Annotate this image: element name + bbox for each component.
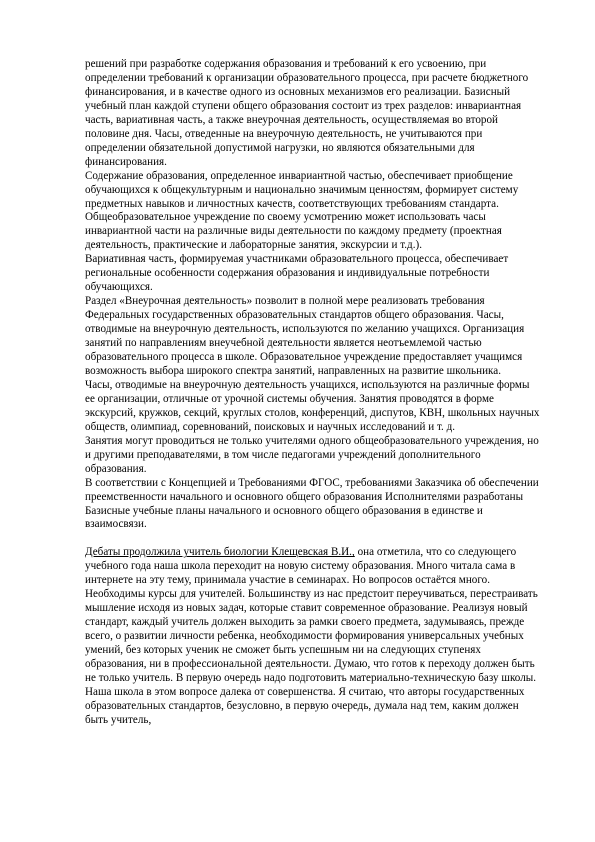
paragraph-teachers: Занятия могут проводиться не только учителями одного общеобразовательного учреждения, но и другими преподавателями, в том числе педагогами учреждений дополнительного образования. bbox=[85, 434, 539, 475]
paragraph-extracurricular-section: Раздел «Внеурочная деятельность» позволит в полной мере реализовать требования Федеральных государственных образовательных стандартов общего образования. Часы, отводимые на внеурочную деятельность, используются по желанию учащихся. Организация занятий по направлениям внеучебной деятельности является неотъемлемой частью образовательного процесса в школе. Образовательное учреждение предоставляет учащимся возможность выбора широкого спектра занятий, направленных на развитие школьника. bbox=[85, 295, 525, 377]
paragraph-debate bbox=[85, 546, 540, 727]
paragraph-spacer bbox=[85, 532, 540, 546]
paragraph-curriculum-structure: решений при разработке содержания образования и требований к его усвоению, при определении требований к организации образовательного процесса, при расчете бюджетного финансирования, и в качестве одного из основных механизмов его реализации. Базисный учебный план каждой ступени общего образования состоит из трех разделов: инвариантная часть, вариативная часть, а также внеурочная деятельность, осуществляемая во второй половине дня. Часы, отведенные на внеурочную деятельность, не учитываются при определении обязательной допустимой нагрузки, но являются обязательными для финансирования. bbox=[85, 58, 529, 168]
document-body bbox=[85, 58, 540, 728]
debate-speaker-intro: Дебаты продолжила учитель биологии Клещевская В.И., bbox=[85, 546, 355, 559]
paragraph-variable-part: Вариативная часть, формируемая участниками образовательного процесса, обеспечивает региональные особенности содержания образования и индивидуальные потребности обучающихся. bbox=[85, 253, 509, 294]
paragraph-fgos-concept: В соответствии с Концепцией и Требованиями ФГОС, требованиями Заказчика об обеспечении преемственности начального и основного общего образования Исполнителями разработаны Базисные учебные планы начального и основного общего образования в единстве и взаимосвязи. bbox=[85, 476, 539, 531]
paragraph-extracurricular-forms: Часы, отводимые на внеурочную деятельность учащихся, используются на различные формы ее организации, отличные от урочной системы обучения. Занятия проводятся в форме экскурсий, кружков, секций, круглых столов, конференций, диспутов, КВН, школьных научных обществ, олимпиад, соревнований, поисковых и научных исследований и т. д. bbox=[85, 378, 540, 433]
paragraph-invariant-part: Содержание образования, определенное инвариантной частью, обеспечивает приобщение обучающихся к общекультурным и национально значимым ценностям, формирует систему предметных навыков и личностных качеств, соответствующих требованиям стандарта. Общеобразовательное учреждение по своему усмотрению может использовать часы инвариантной части на различные виды деятельности по каждому предмету (проектная деятельность, практические и лабораторные занятия, экскурсии и т.д.). bbox=[85, 169, 519, 252]
debate-text: она отметила, что со следующего учебного года наша школа переходит на новую систему образования. Много читала сама в интернете на эту тему, принимала участие в семинарах. Но вопросов остаётся много. Необходимы курсы для учителей. Большинству из нас предстоит переучиваться, перестраивать мышление исходя из новых задач, которые ставит современное образование. Реализуя новый стандарт, каждый учитель должен выходить за рамки своего предмета, задумываясь, прежде всего, о развитии личности ребенка, необходимости формирования универсальных учебных умений, без которых ученик не сможет быть успешным ни на следующих ступенях образования, ни в профессиональной деятельности. Думаю, что готов к переходу должен быть не только учитель. В первую очередь надо подготовить материально-техническую базу школы. Наша школа в этом вопросе далека от совершенства. Я считаю, что авторы государственных образовательных стандартов, безусловно, в первую очередь, думала над тем, каким должен быть учитель, bbox=[85, 546, 538, 726]
